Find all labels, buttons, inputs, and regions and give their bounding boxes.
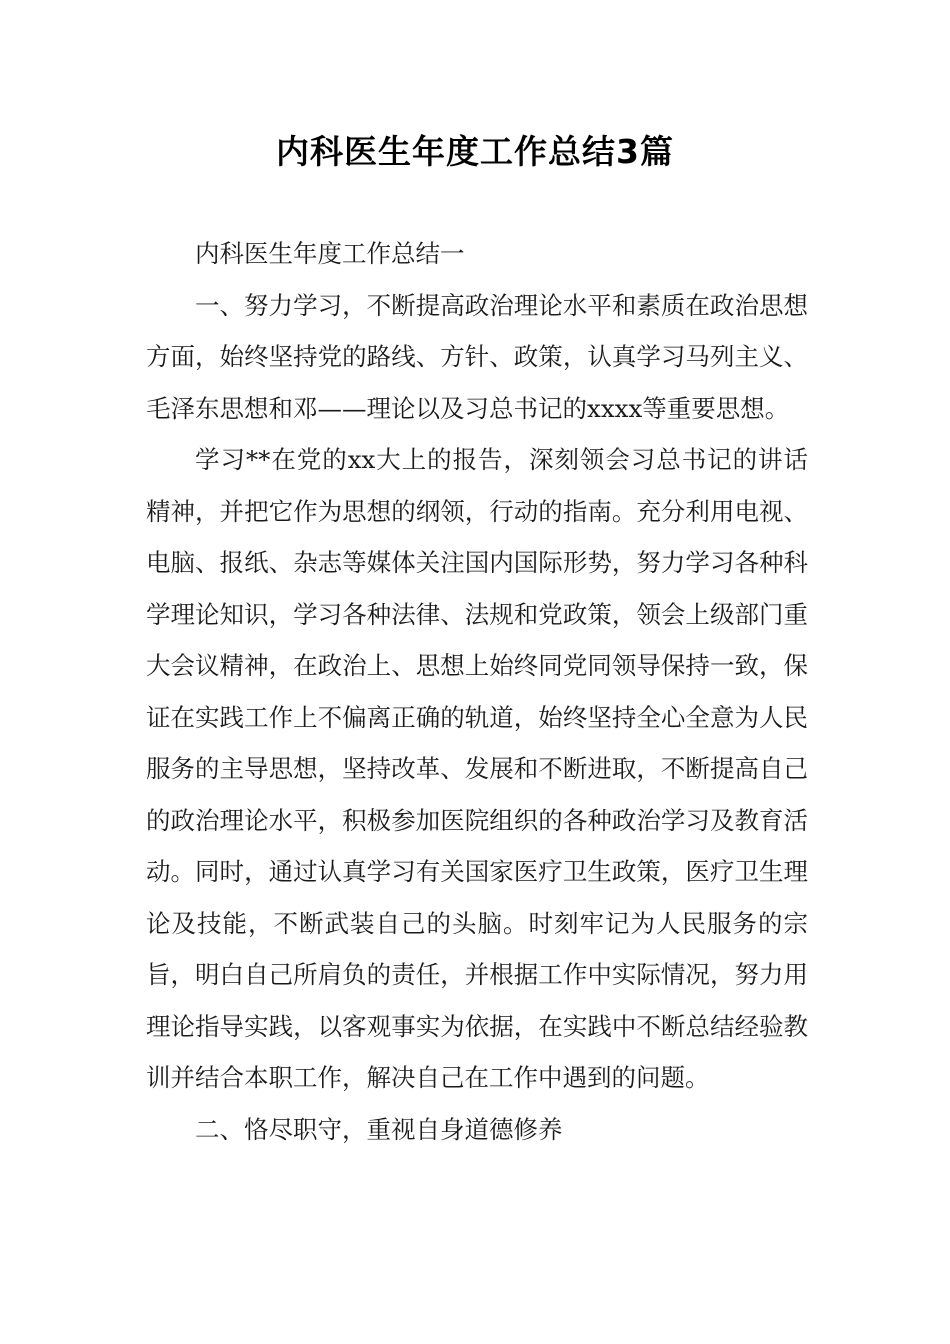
document-title: 内科医生年度工作总结3篇 — [276, 132, 674, 171]
paragraph: 一、努力学习，不断提高政治理论水平和素质在政治思想方面，始终坚持党的路线、方针、政策，认真学习马列主义、毛泽东思想和邓——理论以及习总书记的xxxx等重要思想。 — [146, 290, 808, 423]
document-body — [146, 228, 808, 1155]
paragraph: 学习**在党的xx大上的报告，深刻领会习总书记的讲话精神，并把它作为思想的纲领，行动的指南。充分利用电视、电脑、报纸、杂志等媒体关注国内国际形势，努力学习各种科学理论知识，学习各种法律、法规和党政策，领会上级部门重大会议精神，在政治上、思想上始终同党同领导保持一致，保证在实践工作上不偏离正确的轨道，始终坚持全心全意为人民服务的主导思想，坚持改革、发展和不断进取，不断提高自己的政治理论水平，积极参加医院组织的各种政治学习及教育活动。同时，通过认真学习有关国家医疗卫生政策，医疗卫生理论及技能，不断武装自己的头脑。时刻牢记为人民服务的宗旨，明白自己所肩负的责任，并根据工作中实际情况，努力用理论指导实践，以客观事实为依据，在实践中不断总结经验教训并结合本职工作，解决自己在工作中遇到的问题。 — [146, 445, 808, 1092]
subsection-heading: 二、恪尽职守，重视自身道德修养 — [195, 1114, 563, 1144]
section-heading: 内科医生年度工作总结一 — [195, 239, 465, 268]
